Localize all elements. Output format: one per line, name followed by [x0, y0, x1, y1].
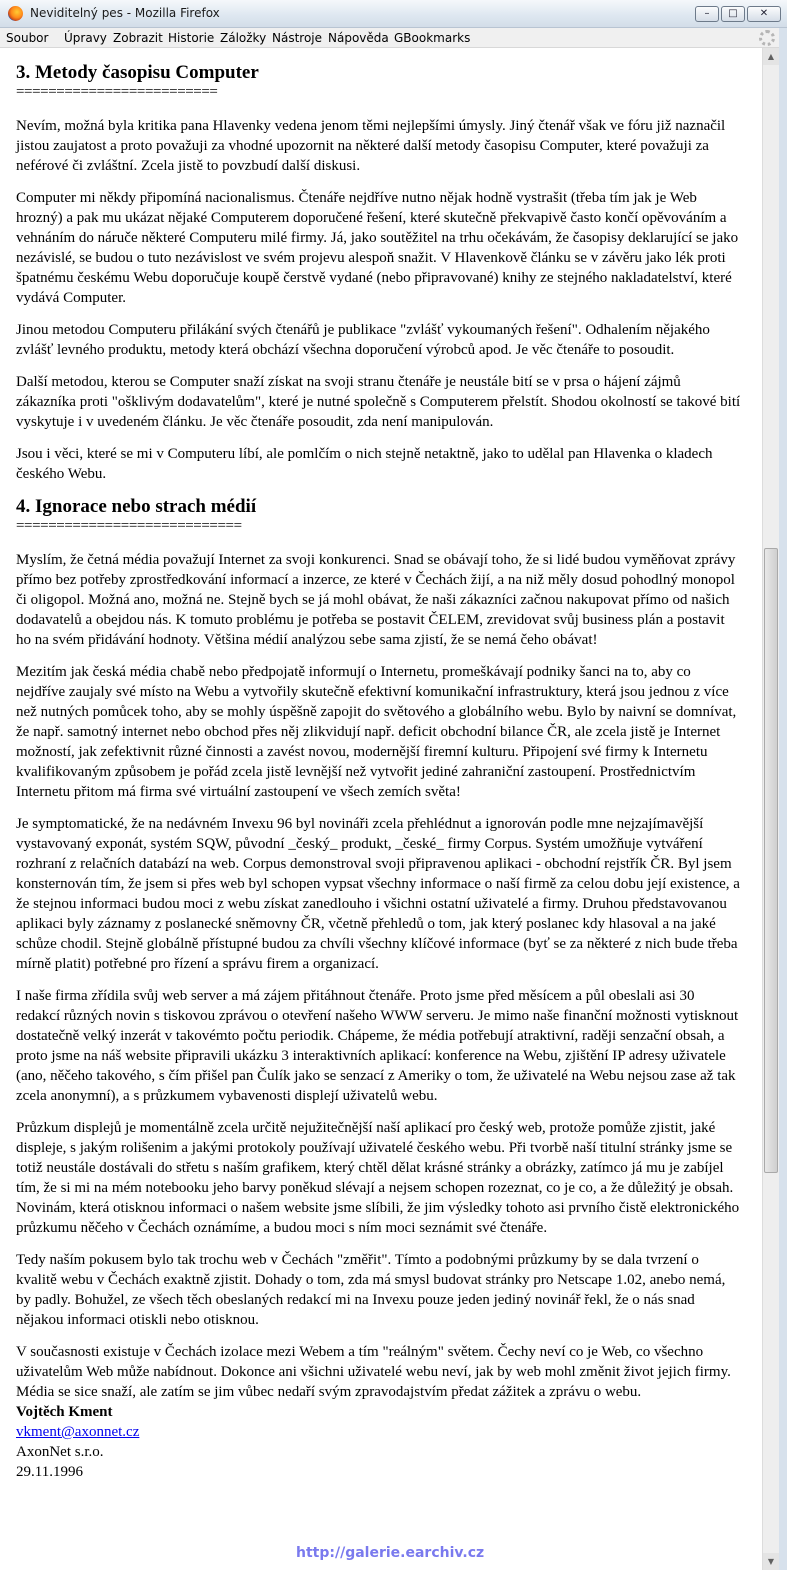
window-controls: [695, 6, 781, 22]
menu-upravy[interactable]: Úpravy: [64, 31, 107, 45]
section-4-heading: 4. Ignorace nebo strach médií: [16, 496, 257, 517]
author-email-link[interactable]: vkment@axonnet.cz: [16, 1424, 140, 1440]
menu-zobrazit[interactable]: Zobrazit: [113, 31, 163, 45]
paragraph: Computer mi někdy připomíná nacionalismus. Čtenáře nejdříve nutno nějak hodně vystrašit (třeba tím jak je Web hrozný) a pak mu ukázat nějaké Computerem doporučené řešení, které skutečně překvapivě často končí opěvováním a vehnáním do náruče některé Computeru milé firmy. Já, jako soutěžitel na trhu očekávám, že časopisy deklarující se jako nezávislé, se budou o tuto nezávislost ve svém projevu alespoň snažit. V Hlavenkově článku se v závěru jako lék proti špatnému českému Webu doporučuje koupě čerstvě vydané (nebo připravované) knihy ze stejného nakladatelství, které vydává Computer.: [16, 190, 739, 306]
section-3-underline: =========================: [16, 84, 218, 100]
menubar: [0, 28, 787, 48]
window-title: Neviditelný pes - Mozilla Firefox: [30, 6, 220, 20]
maximize-button[interactable]: □: [721, 6, 745, 22]
paragraph: Tedy naším pokusem bylo tak trochu web v Čechách "změřit". Tímto a podobnými průzkumy by se dala tvrzení o kvalitě webu v Čechách exaktně zjistit. Dohady o tom, zda má smysl budovat stránky pro Netscape 1.02, anebo nemá, by padly. Bohužel, ze všech těch obeslaných redakcí mi na Invexu pouze jeden jediný novinář řekl, že o nás snad nějakou informaci otiskli nebo otisknou.: [16, 1252, 726, 1328]
page-content: [0, 48, 762, 1570]
minimize-button[interactable]: –: [695, 6, 719, 22]
article-date: 29.11.1996: [16, 1464, 83, 1480]
window-right-border: [779, 28, 787, 1570]
paragraph: I naše firma zřídila svůj web server a má zájem přitáhnout čtenáře. Proto jsme před měsícem a půl obeslali asi 30 redakcí různých novin s tiskovou zprávou o otevření našeho WWW serveru. Je mimo naše finanční možnosti vytisknout dostatečně velký inzerát v takovémto počtu periodik. Chápeme, že média potřebují atraktivní, raději senzační obsah, a proto jsme na náš website připravili ukázku 3 interaktivních aplikací: konference na Webu, zjištění IP adresy uživatele (ano, něčeho takového, s čím přišel pan Čulík jako se senzací z Ameriky o tom, že uživatelé na Webu nejsou zase až tak zcela anonymní), a s průzkumem vybavenosti displejí uživatelů webu.: [16, 988, 739, 1104]
watermark-url: http://galerie.earchiv.cz: [296, 1545, 485, 1561]
scroll-up-arrow-icon[interactable]: ▲: [763, 48, 779, 65]
window-titlebar: [0, 0, 787, 28]
loading-throbber-icon: [759, 30, 775, 46]
scrollbar-thumb[interactable]: [764, 548, 778, 1173]
author-name: Vojtěch Kment: [16, 1404, 113, 1420]
menu-napoveda[interactable]: Nápověda: [328, 31, 389, 45]
paragraph: Jsou i věci, které se mi v Computeru líbí, ale pomlčím o nich stejně netaktně, jako to udělal pan Hlavenka o kladech českého Webu.: [16, 446, 713, 482]
vertical-scrollbar[interactable]: [762, 48, 779, 1570]
author-company: AxonNet s.r.o.: [16, 1444, 104, 1460]
menu-soubor[interactable]: Soubor: [6, 31, 49, 45]
menu-nastroje[interactable]: Nástroje: [272, 31, 323, 45]
scroll-down-arrow-icon[interactable]: ▼: [763, 1553, 779, 1570]
menu-gbookmarks[interactable]: GBookmarks: [394, 31, 471, 45]
section-4-underline: ============================: [16, 518, 242, 534]
closing-paragraph: V současnosti existuje v Čechách izolace mezi Webem a tím "reálným" světem. Čechy neví co je Web, co všechno uživatelům Web může nabídnout. Dokonce ani všichni uživatelé webu neví, jak by web mohl změnit život jejich firmy. Média se sice snaží, ale zatím se jim vůbec nedaří svým zpravodajstvím předat zážitek a zprávu o webu.: [16, 1344, 731, 1400]
section-3-heading: 3. Metody časopisu Computer: [16, 62, 259, 83]
paragraph: Myslím, že četná média považují Internet za svoji konkurenci. Snad se obávají toho, že si lidé budou vyměňovat zprávy přímo bez potřeby zprostředkování informací a inzerce, ze které v Čechách žijí, a na niž měly dosud pohodlný monopol či oligopol. Možná ano, možná ne. Stejně bych se já mohl obávat, že naši zákazníci začnou nakupovat přímo od našich dodavatelů a obejdou nás. K tomuto problému je potřeba se postavit ČELEM, zrevidovat svůj business plán a postavit ho na svém přidávání hodnoty. Většina médií analýzou sebe sama zjistí, že se nemá čeho obávat!: [16, 552, 736, 648]
paragraph: Další metodou, kterou se Computer snaží získat na svoji stranu čtenáře je neustále bití se v prsa o hájení zájmů zákazníka proti "ošklivým dodavatelům", které je nutné společně s Computerem přelstít. Shodou okolností se takové bití vyskytuje i v uvedeném článku. Je věc čtenáře posoudit, zda není manipulován.: [16, 374, 741, 430]
paragraph: Průzkum displejů je momentálně zcela určitě nejužitečnější naší aplikací pro český web, protože pomůže zjistit, jaké displeje, s jakým rolišenim a jakými protokoly používají uživatelé českého webu. Při tvorbě naší titulní stránky jsme se totiž neustále dostávali do střetu s naším grafikem, který chtěl dělat krásné stránky a obrázky, zatímco já mu je zabíjel tím, že si mi na mém notebooku jeho barvy poněkud slévají a nejsem schopen rozeznat, co je co, a že důležitý je obsah. Novinám, která otisknou informaci o našem website jsme slíbili, že jim výsledky tohoto asi prvního čistě elektronického průzkumu něčeho v Čechách oznámíme, a budou moci s ním moci seznámit své čtenáře.: [16, 1120, 740, 1236]
paragraph: Jinou metodou Computeru přilákání svých čtenářů je publikace "zvlášť vykoumaných řešení". Odhalením nějakého zvlášť levného produktu, metody která obchází všechna doporučení výrobců apod. Je věc čtenáře to posoudit.: [16, 322, 710, 358]
paragraph: Mezitím jak česká média chabě nebo předpojatě informují o Internetu, promeškávají podniky šanci na to, aby co nejdříve zaujaly své místo na Webu a vytvořily skutečně efektivní komunikační infrastruktury, která jsou jednou z více než nutných pomůcek toho, aby se mohly úspěšně zapojit do světového a globálního webu. Bylo by naivní se domnívat, že např. samotný internet nebo obchod přes něj zlikvidují např. deficit obchodní bilance ČR, ale zcela jistě je Internet možností, jak zefektivnit různé činnosti a zavést novou, modernější firemní kulturu. Připojení své firmy k Internetu kvalifikovaným způsobem je pořád zcela jistě levnější než vytvořit jediné zahraniční zastoupení. Prostřednictvím Internetu přitom má firma své virtuální zastoupení ve všech zemích světa!: [16, 664, 737, 800]
paragraph: Je symptomatické, že na nedávném Invexu 96 byl novináři zcela přehlédnut a ignorován podle mne nejzajímavější vystavovaný exponát, systém SQW, původní _český_ produkt, _české_ firmy Corpus. Systém umožňuje vytváření rozhraní z relačních databází na web. Corpus demonstroval svoji připravenou aplikaci - obchodní rejstřík ČR. Byl jsem konsternován tím, že jsem si přes web byl schopen vypsat všechny informace o naší firmě za celou dobu její existence, a že stejnou informaci budou moci z webu získat zanedlouho i všichni ostatní uživatelé a firmy. Druhou představovanou aplikaci byly záznamy z poslanecké sněmovny ČR, včetně přehledů o tom, jak který poslanec kdy hlasoval a na jaké schůze chodil. Stejně globálně přístupné budou za chvíli všechny klíčové informace (byť se za některé z nich bude třeba mírně platit) potřebné pro řízení a správu firem a organizací.: [16, 816, 740, 972]
close-button[interactable]: ✕: [747, 6, 781, 22]
paragraph: Nevím, možná byla kritika pana Hlavenky vedena jenom těmi nejlepšími úmysly. Jiný čtenář však ve fóru již naznačil jistou zaujatost a proto považuji za vhodné upozornit na některé další metody časopisu Computer, které považuji za neférové či zvláštní. Zcela jistě to povzbudí další diskusi.: [16, 118, 726, 174]
menu-historie[interactable]: Historie: [168, 31, 215, 45]
menu-zalozky[interactable]: Záložky: [220, 31, 267, 45]
firefox-icon: [8, 6, 23, 21]
